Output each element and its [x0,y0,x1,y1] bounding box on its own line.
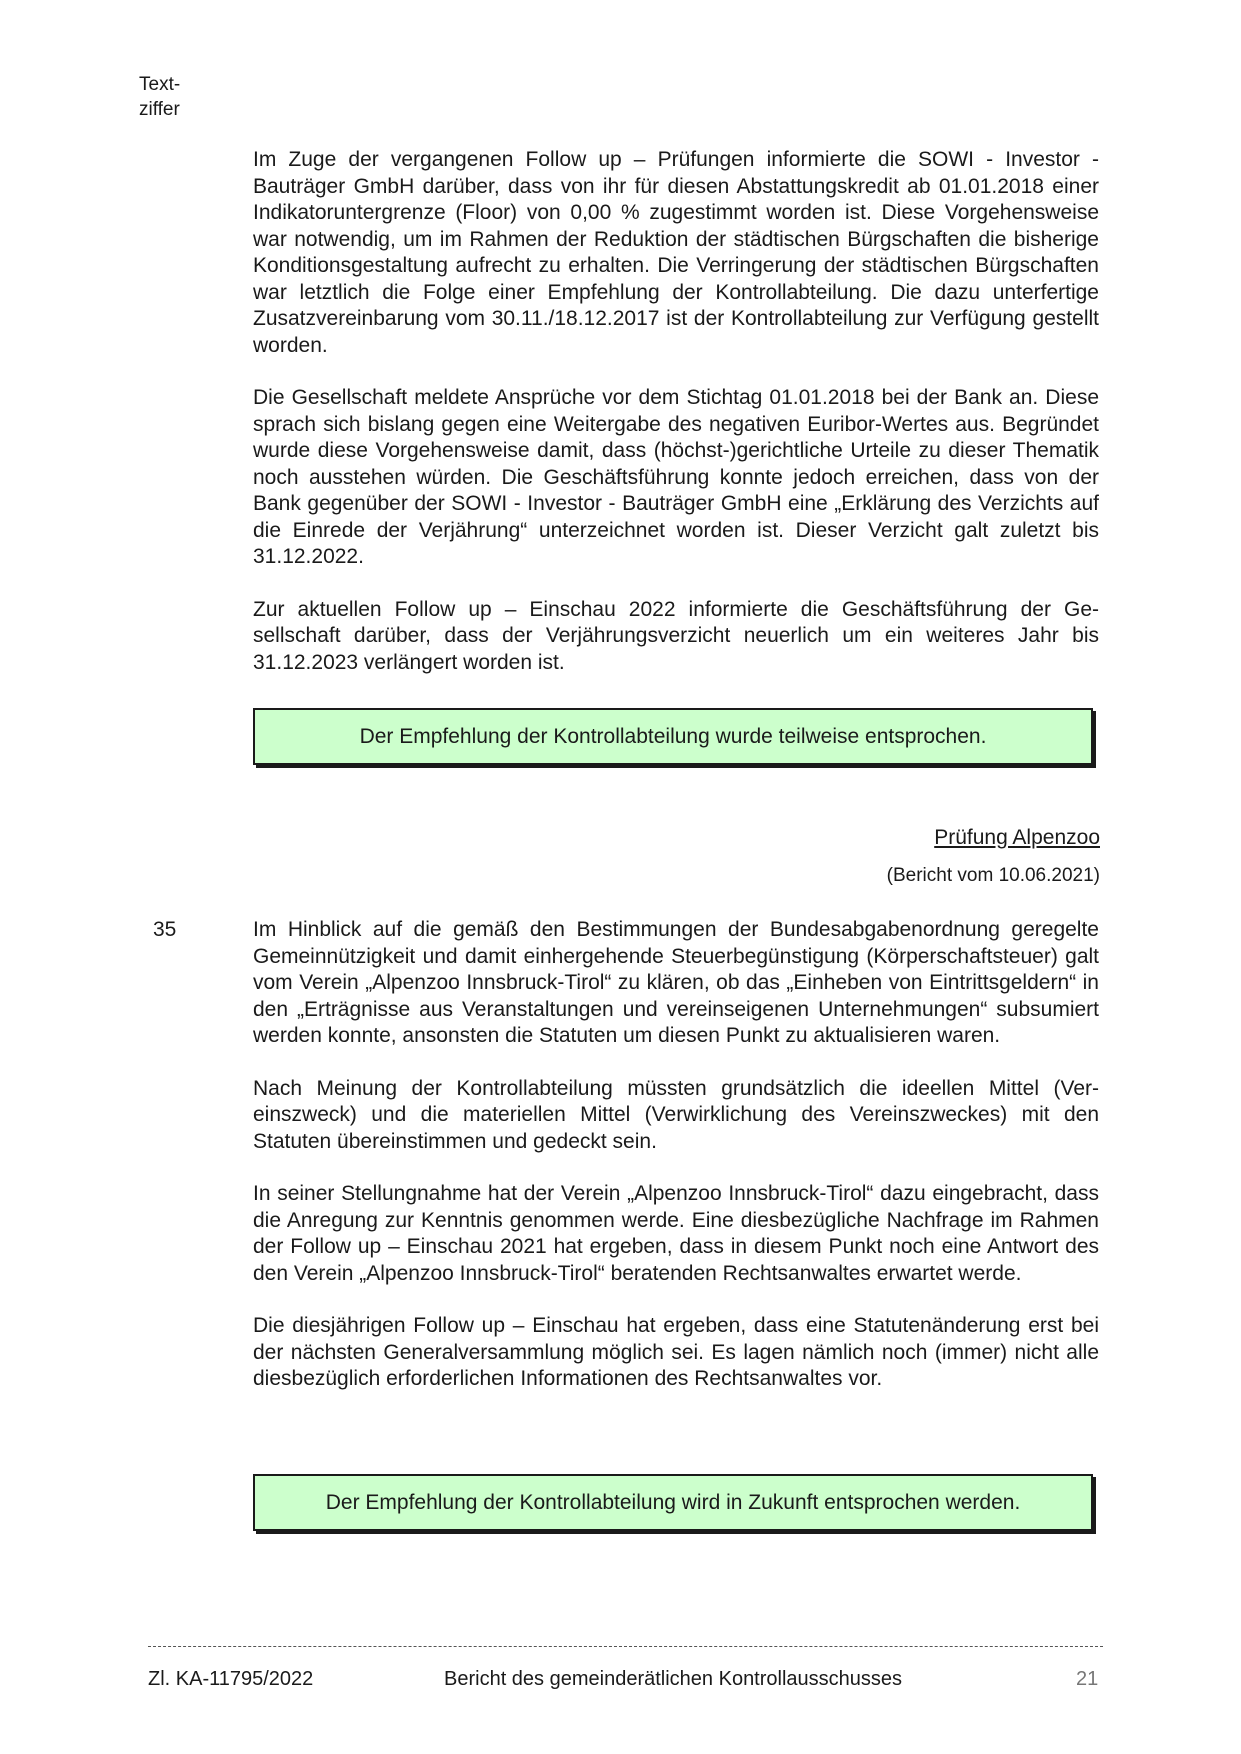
report-date: (Bericht vom 10.06.2021) [886,865,1100,886]
footer-divider [148,1646,1103,1647]
section-heading-alpenzoo: Prüfung Alpenzoo [934,826,1100,849]
section1-text [253,147,1099,676]
section2-text [253,917,1099,1393]
footer-reference: Zl. KA-11795/2022 [148,1668,314,1690]
paragraph: Die diesjährigen Follow up – Einschau hat ergeben, dass eine Statutenänderung erst bei der nächsten Generalversammlung möglich sei. Es lagen nämlich noch (immer) nicht alle diesbezüglich erforderlichen Informationen des Rechtsanwaltes vor. [253,1314,1099,1390]
textziffer-number: 35 [153,918,177,941]
paragraph: Nach Meinung der Kontrollabteilung müssten grundsätzlich die ideellen Mittel (Vereinszweck) und die materiellen Mittel (Verwirklichung des Vereinszweckes) mit den Statuten übereinstimmen und gedeckt sein. [253,1076,1099,1153]
margin-label-textziffer: Text- ziffer [139,74,181,120]
paragraph: Im Hinblick auf die gemäß den Bestimmungen der Bundesabgabenordnung geregelte Gemeinnützigkeit und damit einhergehende Steuerbegünstigung (Körperschaftsteuer) galt vom Verein „Alpenzoo Innsbruck-Tirol“ zu klären, ob das „Einheben von Eintrittsgeldern“ in den „Erträgnisse aus Veranstaltungen und vereinseigenen Unternehmungen“ subsumiert werden konnte, ansonsten die Statuten um diesen Punkt zu aktualisieren waren. [253,918,1099,1047]
recommendation-box-partial [253,708,1093,765]
recommendation-text: Der Empfehlung der Kontrollabteilung wird in Zukunft entsprochen werden. [325,1490,1021,1514]
recommendation-text: Der Empfehlung der Kontrollabteilung wurde teilweise entsprochen. [359,724,987,748]
paragraph: Die Gesellschaft meldete Ansprüche vor dem Stichtag 01.01.2018 bei der Bank an. Diese sprach sich bislang gegen eine Weitergabe des negativen Euribor-Wertes aus. Begründet wurde diese Vorgehensweise damit, dass (höchst-)gerichtliche Urteile zu dieser Thematik noch ausstehen würden. Die Geschäftsführung konnte jedoch erreichen, dass von der Bank gegenüber der SOWI - Investor - Bauträger GmbH eine „Erklärung des Verzichts auf die Einrede der Verjährung“ unterzeichnet worden ist. Dieser Verzicht galt zuletzt bis 31.12.2022. [253,386,1099,568]
page-number: 21 [1076,1668,1099,1690]
recommendation-box-future [253,1474,1093,1531]
paragraph: Im Zuge der vergangenen Follow up – Prüfungen informierte die SOWI - Investor - Bauträger GmbH darüber, dass von ihr für diesen Abstattungskredit ab 01.01.2018 einer Indikatoruntergrenze (Floor) von 0,00 % zugestimmt worden ist. Diese Vorgehensweise war notwendig, um im Rahmen der Reduktion der städtischen Bürgschaften die bisherige Konditionsgestaltung aufrecht zu erhalten. Die Verringerung der städtischen Bürgschaften war letztlich die Folge einer Empfehlung der Kontrollabteilung. Die dazu unterfertige Zusatzvereinbarung vom 30.11./18.12.2017 ist der Kontrollabteilung zur Verfügung gestellt worden. [253,148,1099,357]
paragraph: In seiner Stellungnahme hat der Verein „Alpenzoo Innsbruck-Tirol“ dazu eingebracht, dass die Anregung zur Kenntnis genommen werde. Eine diesbezügliche Nachfrage im Rahmen der Follow up – Einschau 2021 hat ergeben, dass in diesem Punkt noch eine Antwort des den Verein „Alpenzoo Innsbruck-Tirol“ beratenden Rechtsanwaltes erwartet werde. [253,1182,1099,1285]
footer-title: Bericht des gemeinderätlichen Kontrollausschusses [444,1668,903,1690]
paragraph: Zur aktuellen Follow up – Einschau 2022 informierte die Geschäftsführung der Gesellschaft darüber, dass der Verjährungsverzicht neuerlich um ein weiteres Jahr bis 31.12.2023 verlängert worden ist. [253,597,1099,674]
